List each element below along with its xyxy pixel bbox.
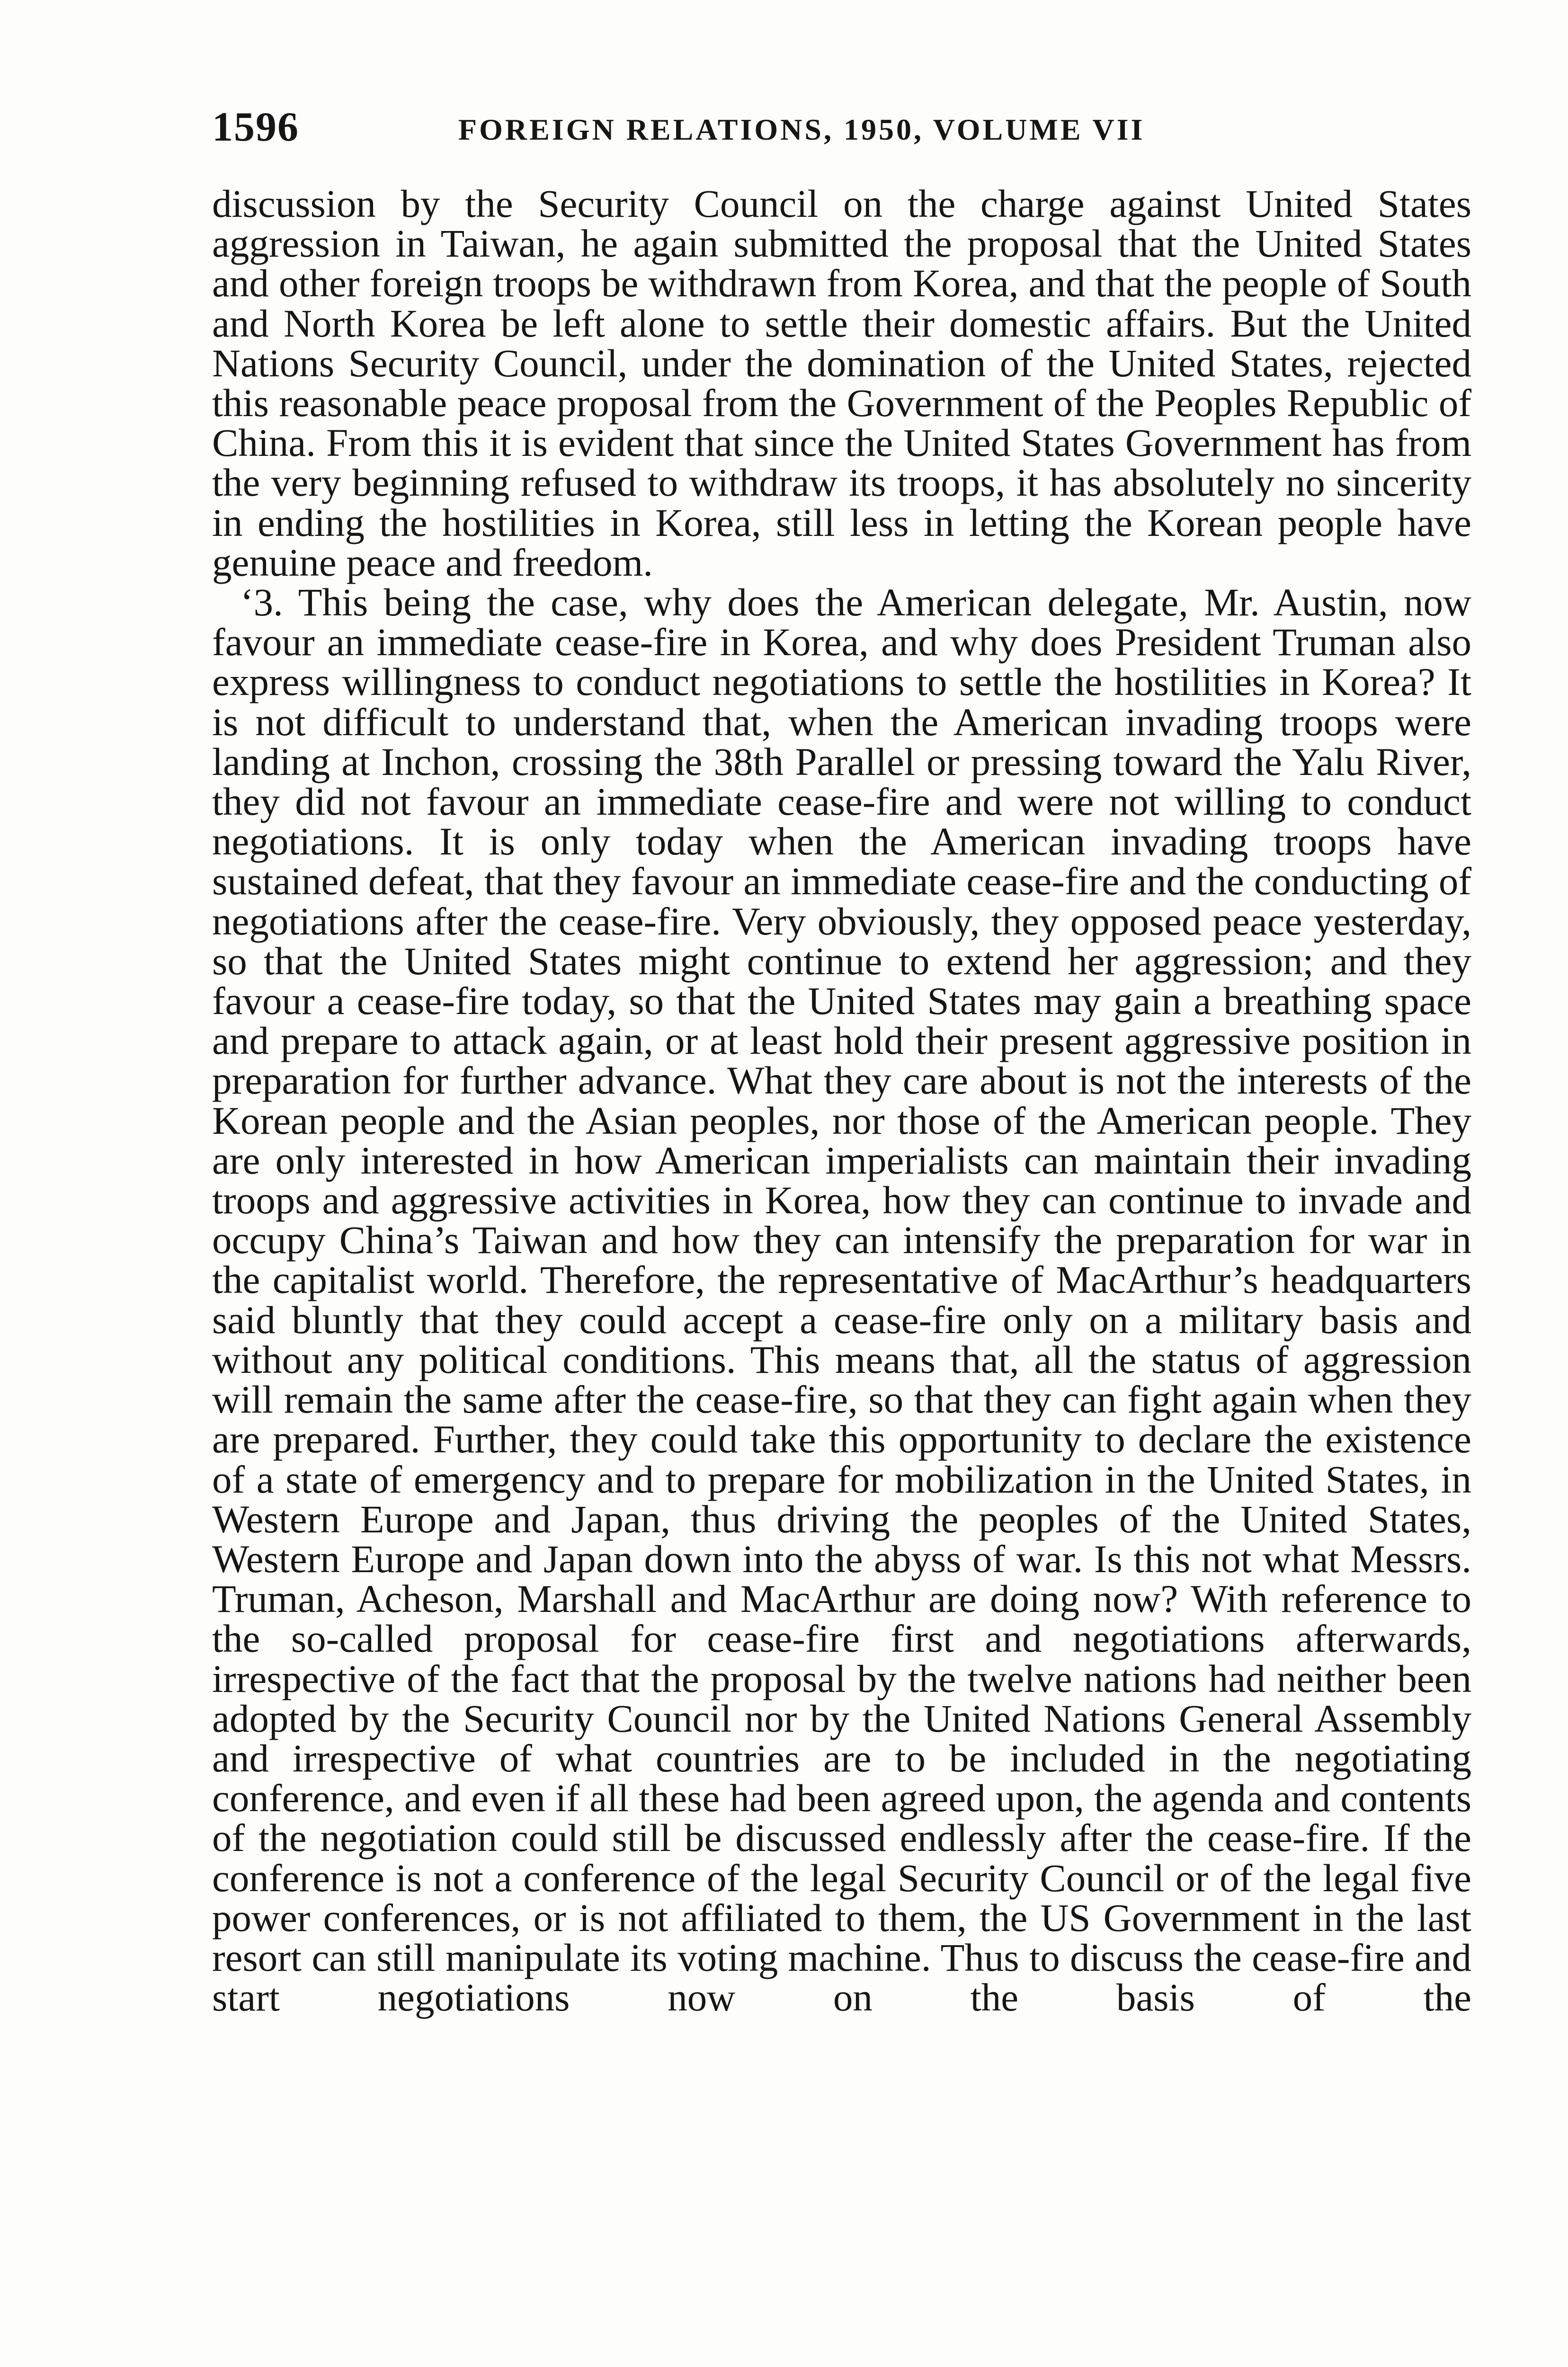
page-header bbox=[212, 101, 1471, 153]
running-head: FOREIGN RELATIONS, 1950, VOLUME VII bbox=[458, 113, 1145, 146]
body-text bbox=[212, 182, 1471, 2020]
paragraph-continuation: discussion by the Security Council on the charge against United States aggression in Taiwan, he again submitted the proposal that the United States and other foreign troops be withdrawn from Korea, and that the people of South and North Korea be left alone to settle their domestic affairs. But the United Nations Security Council, under the domination of the United States, rejected this reasonable peace proposal from the Government of the Peoples Republic of China. From this it is evident that since the United States Government has from the very beginning refused to withdraw its troops, it has absolutely no sincerity in ending the hostilities in Korea, still less in letting the Korean people have genuine peace and freedom. bbox=[212, 182, 1471, 584]
paragraph-point-3: ‘3. This being the case, why does the American delegate, Mr. Austin, now favour an immediate cease-fire in Korea, and why does President Truman also express willingness to conduct negotiations to settle the hostilities in Korea? It is not difficult to understand that, when the American invading troops were landing at Inchon, crossing the 38th Parallel or pressing toward the Yalu River, they did not favour an immediate cease-fire and were not willing to conduct negotiations. It is only today when the American invading troops have sustained defeat, that they favour an immediate cease-fire and the conducting of negotiations after the cease-fire. Very obviously, they opposed peace yesterday, so that the United States might continue to extend her aggression; and they favour a cease-fire today, so that the United States may gain a breathing space and prepare to attack again, or at least hold their present aggressive position in preparation for further advance. What they care about is not the interests of the Korean people and the Asian peoples, nor those of the American people. They are only interested in how American imperialists can maintain their invading troops and aggressive activities in Korea, how they can continue to invade and occupy China’s Taiwan and how they can intensify the preparation for war in the capitalist world. Therefore, the representative of MacArthur’s headquarters said bluntly that they could accept a cease-fire only on a military basis and without any political conditions. This means that, all the status of aggression will remain the same after the cease-fire, so that they can fight again when they are prepared. Further, they could take this opportunity to declare the existence of a state of emergency and to prepare for mobilization in the United States, in Western Europe and Japan, thus driving the peoples of the United States, Western Europe and Japan down into the abyss of war. Is this not what Messrs. Truman, Acheson, Marshall and MacArthur are doing now? With reference to the so-called proposal for cease-fire first and negotiations afterwards, irrespective of the fact that the proposal by the twelve nations had neither been adopted by the Security Council nor by the United Nations General Assembly and irrespective of what countries are to be included in the negotiating conference, and even if all these had been agreed upon, the agenda and contents of the negotiation could still be discussed endlessly after the cease-fire. If the conference is not a conference of the legal Security Council or of the legal five power conferences, or is not affiliated to them, the US Government in the last resort can still manipulate its voting machine. Thus to discuss the cease-fire and start negotiations now on the basis of the bbox=[212, 580, 1471, 2020]
page-number: 1596 bbox=[212, 104, 299, 150]
